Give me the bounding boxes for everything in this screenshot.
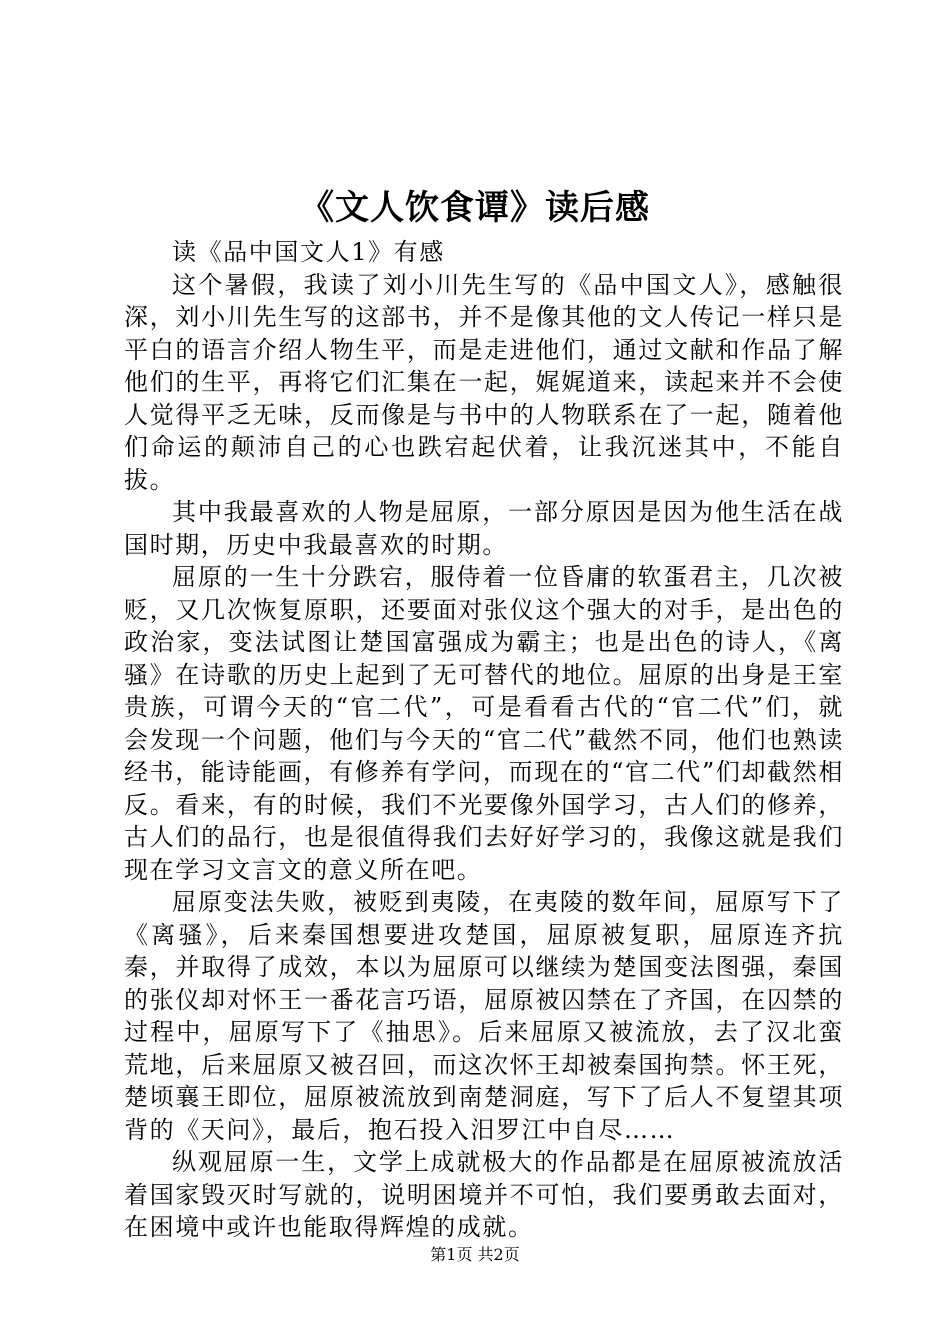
document-body — [124, 236, 844, 1244]
document-subtitle: 读《品中国文人1》有感 — [172, 238, 445, 266]
paragraph: 屈原的一生十分跌宕，服侍着一位昏庸的软蛋君主，几次被贬，又几次恢复原职，还要面对张仪这个强大的对手，是出色的政治家，变法试图让楚国富强成为霸主；也是出色的诗人，《离骚》在诗歌的历史上起到了无可替代的地位。屈原的出身是王室贵族，可谓今天的“官二代”，可是看看古代的“官二代”们，就会发现一个问题，他们与今天的“官二代”截然不同，他们也熟读经书，能诗能画，有修养有学问，而现在的“官二代”们却截然相反。看来，有的时候，我们不光要像外国学习，古人们的修养，古人们的品行，也是很值得我们去好好学习的，我像这就是我们现在学习文言文的意义所在吧。 — [124, 563, 844, 884]
paragraph: 屈原变法失败，被贬到夷陵，在夷陵的数年间，屈原写下了《离骚》，后来秦国想要进攻楚国，屈原被复职，屈原连齐抗秦，并取得了成效，本以为屈原可以继续为楚国变法图强，秦国的张仪却对怀王一番花言巧语，屈原被囚禁在了齐国，在囚禁的过程中，屈原写下了《抽思》。后来屈原又被流放，去了汉北蛮荒地，后来屈原又被召回，而这次怀王却被秦国拘禁。怀王死，楚顷襄王即位，屈原被流放到南楚洞庭，写下了后人不复望其项背的《天问》，最后，抱石投入汨罗江中自尽…… — [124, 888, 844, 1144]
document-title: 《文人饮食谭》读后感 — [300, 188, 650, 228]
paragraph: 其中我最喜欢的人物是屈原，一部分原因是因为他生活在战国时期，历史中我最喜欢的时期。 — [124, 498, 844, 559]
paragraph: 纵观屈原一生，文学上成就极大的作品都是在屈原被流放活着国家毁灭时写就的，说明困境并不可怕，我们要勇敢去面对，在困境中或许也能取得辉煌的成就。 — [124, 1148, 844, 1241]
page-number-footer: 第1页 共2页 — [430, 1245, 520, 1264]
paragraph: 这个暑假，我读了刘小川先生写的《品中国文人》，感触很深，刘小川先生写的这部书，并不是像其他的文人传记一样只是平白的语言介绍人物生平，而是走进他们，通过文献和作品了解他们的生平，再将它们汇集在一起，娓娓道来，读起来并不会使人觉得平乏无味，反而像是与书中的人物联系在了一起，随着他们命运的颠沛自己的心也跌宕起伏着，让我沉迷其中，不能自拔。 — [124, 270, 844, 494]
